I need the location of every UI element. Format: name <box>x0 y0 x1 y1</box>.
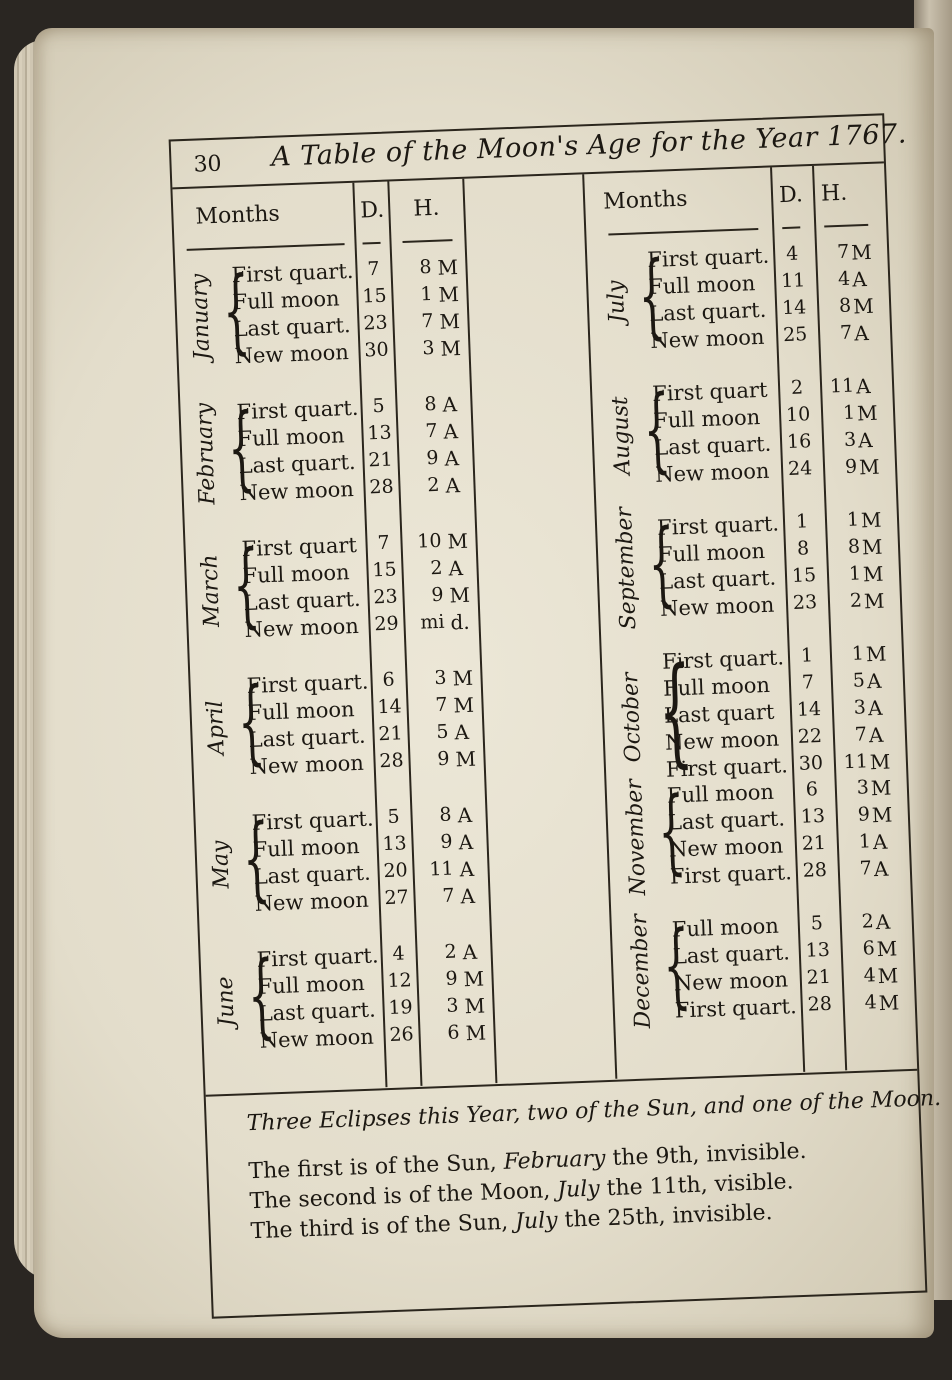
brace-mark: { <box>646 509 677 618</box>
ampm-cell: A <box>459 856 475 882</box>
month-name: June <box>212 975 240 1028</box>
ampm-cell: M <box>858 454 881 480</box>
brace-mark: { <box>641 375 672 484</box>
ampm-cell: M <box>870 775 892 801</box>
hour-cell: 11 <box>428 857 454 881</box>
ampm-cell: M <box>455 746 477 772</box>
hour-cell: 9 <box>425 446 439 470</box>
table-frame <box>169 113 942 1318</box>
ampm-cell: A <box>443 419 459 444</box>
hour-cell: 8 <box>418 255 432 279</box>
day-cell: 21 <box>378 722 404 746</box>
day-cell: 7 <box>377 531 390 555</box>
eclipse-text: The second is of the Moon, <box>249 1177 558 1215</box>
ampm-cell: A <box>444 446 460 471</box>
hour-cell: 9 <box>430 583 444 607</box>
ampm-cell: M <box>863 588 885 614</box>
month-group <box>605 775 909 894</box>
ampm-cell: M <box>852 293 875 319</box>
day-cell: 7 <box>801 671 815 694</box>
day-cell: 20 <box>383 859 409 883</box>
day-cell: 28 <box>802 858 828 882</box>
day-cell: 29 <box>374 612 400 636</box>
ampm-cell: M <box>449 582 471 608</box>
hour-cell: 4 <box>864 991 878 1014</box>
day-cell: 15 <box>791 564 817 587</box>
moon-phase: Last quart. <box>253 860 372 889</box>
page-title: A Table of the Moon's Age for the Year 1767. <box>270 118 908 173</box>
day-cell: 23 <box>373 585 399 609</box>
hour-cell: 2 <box>861 910 875 933</box>
day-cell: 30 <box>363 338 389 362</box>
day-cell: 23 <box>362 311 388 335</box>
day-cell: 14 <box>796 697 822 721</box>
header-rule <box>187 243 345 251</box>
day-cell: 5 <box>372 394 385 418</box>
hour-cell: 8 <box>847 535 861 558</box>
ampm-cell: A <box>448 556 464 581</box>
ampm-cell: A <box>872 829 888 855</box>
hour-cell: 2 <box>426 473 440 497</box>
ampm-cell: M <box>439 308 461 334</box>
hour-cell: 5 <box>852 669 866 692</box>
moon-phase: Last quart. <box>233 312 351 342</box>
day-header: D. <box>359 197 385 224</box>
moon-phase: First quart. <box>669 860 793 889</box>
ampm-cell: M <box>465 1020 487 1046</box>
page-number: 30 <box>193 151 223 178</box>
ampm-cell: M <box>464 993 486 1019</box>
eclipse-text: The third is of the Sun, <box>250 1209 516 1245</box>
header-rule <box>782 226 800 229</box>
ampm-cell: M <box>860 507 882 533</box>
moon-phase: First quart. <box>251 806 374 835</box>
moon-phase: Last quart. <box>653 431 772 460</box>
day-cell: 13 <box>382 832 408 856</box>
day-cell: 5 <box>387 805 401 828</box>
moon-phase: Full moon <box>666 779 775 808</box>
ampm-cell: M <box>871 802 893 828</box>
month-name: December <box>626 913 657 1029</box>
hour-cell: 4 <box>863 964 877 987</box>
moon-phase: New moon <box>664 726 780 755</box>
day-cell: 7 <box>367 257 380 281</box>
day-cell: 8 <box>796 537 810 560</box>
ampm-cell: M <box>463 966 485 992</box>
right-column <box>582 163 915 1078</box>
brace-mark: { <box>236 667 267 776</box>
eclipse-text: the 9th, invisible. <box>605 1138 807 1172</box>
hour-cell: 6 <box>862 937 876 960</box>
moon-phase: First quart <box>241 532 358 562</box>
hour-cell: 10 <box>416 529 442 553</box>
moon-phase: Last quart. <box>238 449 356 479</box>
month-name: August <box>607 395 636 476</box>
hour-cell: 7 <box>442 884 455 907</box>
hour-header: H. <box>412 195 440 222</box>
moon-phase: New moon <box>649 324 765 353</box>
ampm-cell: A <box>873 856 889 882</box>
month-group <box>585 239 889 358</box>
month-group <box>195 801 529 921</box>
hour-cell: 1 <box>851 642 865 665</box>
hour-cell: 9 <box>844 455 858 478</box>
moon-phase: First quart. <box>661 645 785 674</box>
brace-mark: { <box>231 530 262 639</box>
moon-phase: New moon <box>244 613 360 643</box>
day-cell: 21 <box>801 831 827 855</box>
hour-cell: 2 <box>849 589 863 612</box>
moon-phase: Full moon <box>662 672 771 701</box>
eclipse-title: Three Eclipses this Year, two of the Sun, and one of the Moon. <box>246 1085 942 1137</box>
moon-phase: First quart <box>651 377 768 406</box>
header-rule <box>824 224 868 228</box>
moon-phase: First quart. <box>246 669 369 699</box>
moon-phase: First quart. <box>231 258 354 288</box>
moon-phase: Last quart. <box>658 565 777 594</box>
months-header: Months <box>195 201 281 230</box>
month-name: July <box>603 280 631 324</box>
moon-phase: New moon <box>259 1024 375 1053</box>
moon-phase: New moon <box>659 592 775 621</box>
moon-phase: New moon <box>254 887 370 916</box>
moon-phase: Last quart. <box>248 723 367 752</box>
hour-cell: 3 <box>853 696 867 719</box>
month-group <box>180 390 514 510</box>
moon-phase: New moon <box>234 340 350 369</box>
ampm-cell: M <box>440 335 462 361</box>
header-rule <box>608 228 758 235</box>
moon-phase: First quart. <box>656 511 780 540</box>
ampm-cell: d. <box>450 609 471 635</box>
eclipse-text: The first is of the Sun, <box>248 1149 505 1185</box>
ampm-cell: A <box>868 722 884 748</box>
day-cell: 1 <box>800 644 814 667</box>
month-name: May <box>207 840 235 890</box>
month-group <box>175 253 509 373</box>
day-cell: 4 <box>392 942 406 965</box>
month-name: January <box>187 273 216 361</box>
day-cell: 27 <box>384 886 410 910</box>
month-group <box>595 506 899 630</box>
moon-phase: Last quart <box>663 699 775 728</box>
ampm-cell: A <box>855 373 872 399</box>
hour-cell: 1 <box>848 562 862 585</box>
ampm-cell: M <box>877 963 899 989</box>
day-cell: 1 <box>795 510 809 533</box>
hour-cell: 3 <box>446 994 459 1017</box>
day-cell: 10 <box>785 403 811 427</box>
ampm-cell: M <box>861 534 883 560</box>
ampm-cell: M <box>447 528 469 554</box>
hour-cell: 2 <box>444 940 457 963</box>
ampm-cell: M <box>453 692 475 718</box>
day-cell: 6 <box>805 778 819 801</box>
day-cell: 13 <box>800 804 826 828</box>
day-cell: 21 <box>368 448 393 472</box>
hour-cell: 8 <box>838 294 852 318</box>
day-cell: 25 <box>782 323 808 347</box>
day-cell: 6 <box>382 668 396 692</box>
hour-cell: 3 <box>434 666 447 690</box>
hour-cell: mi <box>419 610 445 634</box>
day-cell: 15 <box>372 558 398 582</box>
brace-mark: { <box>221 256 252 365</box>
ampm-cell: A <box>462 939 478 965</box>
moon-phase: New moon <box>654 458 770 487</box>
brace-mark: { <box>661 911 692 1019</box>
brace-mark: { <box>636 241 668 350</box>
ampm-cell: M <box>452 665 474 691</box>
moon-phase: First quart. <box>256 943 379 972</box>
ampm-cell: M <box>437 255 459 280</box>
ampm-cell: A <box>853 321 870 346</box>
brace-mark: { <box>241 804 272 913</box>
month-name: February <box>191 402 221 506</box>
header-rule <box>363 242 381 245</box>
hour-header: H. <box>820 180 848 207</box>
hour-cell: 3 <box>421 336 435 360</box>
brace-mark: { <box>246 941 277 1050</box>
day-cell: 13 <box>367 421 393 445</box>
month-name: October <box>617 671 647 763</box>
brace-mark: { <box>655 640 695 780</box>
moon-phase: Full moon <box>232 286 340 315</box>
moon-phase: Full moon <box>257 970 366 999</box>
moon-phase: Full moon <box>671 913 780 942</box>
moon-phase: Full moon <box>652 405 761 433</box>
eclipse-text: the 25th, invisible. <box>557 1200 774 1233</box>
month-name: March <box>197 553 226 628</box>
hour-cell: 7 <box>839 321 853 345</box>
ampm-cell: A <box>867 695 883 721</box>
moon-phase: Full moon <box>237 423 345 452</box>
hour-cell: 3 <box>856 776 870 799</box>
ampm-cell: M <box>876 936 898 962</box>
hour-cell: 7 <box>859 857 873 880</box>
day-cell: 14 <box>377 695 403 719</box>
moon-phase: First quart. <box>646 243 770 273</box>
moon-phase: Last quart. <box>648 297 767 327</box>
month-name: April <box>202 699 230 756</box>
moon-phase: First quart. <box>665 753 789 782</box>
moon-phase: First quart. <box>674 994 798 1023</box>
moon-phase: New moon <box>249 750 365 779</box>
moon-phase: Last quart. <box>243 586 362 616</box>
hour-cell: 5 <box>436 720 449 744</box>
month-group <box>590 373 894 492</box>
day-cell: 23 <box>792 591 818 614</box>
hour-cell: 9 <box>440 830 453 854</box>
moon-phase: Last quart. <box>667 806 786 835</box>
day-cell: 13 <box>805 938 831 962</box>
ampm-cell: M <box>869 749 891 775</box>
day-cell: 16 <box>786 430 812 454</box>
ampm-cell: A <box>454 719 470 745</box>
month-name: November <box>621 778 652 896</box>
month-group <box>610 909 914 1028</box>
hour-cell: 7 <box>854 723 868 746</box>
hour-cell: 11 <box>829 374 855 398</box>
hour-cell: 8 <box>439 803 452 827</box>
hour-cell: 4 <box>837 267 851 291</box>
ampm-cell: M <box>856 400 879 426</box>
day-cell: 4 <box>785 242 799 265</box>
day-cell: 26 <box>389 1023 415 1047</box>
hour-cell: 7 <box>420 309 434 333</box>
ampm-cell: A <box>458 829 474 855</box>
moon-phase: Last quart. <box>672 940 791 969</box>
header-rule <box>402 239 452 243</box>
day-cell: 22 <box>797 724 823 748</box>
moon-phase: New moon <box>668 833 784 862</box>
hour-cell: 1 <box>858 830 872 853</box>
ampm-cell: M <box>438 281 460 307</box>
ampm-cell: A <box>445 473 461 498</box>
ampm-cell: A <box>460 883 476 909</box>
hour-cell: 1 <box>846 508 860 531</box>
day-cell: 19 <box>388 996 414 1020</box>
day-cell: 12 <box>387 969 413 993</box>
day-cell: 30 <box>798 751 824 775</box>
day-cell: 5 <box>810 912 824 935</box>
hour-cell: 9 <box>437 747 450 771</box>
hour-cell: 11 <box>843 750 869 774</box>
ampm-cell: A <box>875 909 891 935</box>
day-cell: 21 <box>806 965 832 989</box>
month-group <box>190 664 524 784</box>
month-group <box>600 641 905 787</box>
moon-phase: First quart. <box>236 395 359 425</box>
ampm-cell: M <box>862 561 884 587</box>
months-header: Months <box>602 186 688 215</box>
day-cell: 28 <box>369 475 394 499</box>
hour-cell: 1 <box>419 282 433 306</box>
month-name: September <box>611 506 642 630</box>
day-cell: 24 <box>787 457 813 481</box>
brace-mark: { <box>226 393 257 502</box>
day-cell: 2 <box>790 376 804 399</box>
moon-phase: Full moon <box>242 560 350 589</box>
moon-phase: New moon <box>673 967 789 996</box>
eclipse-month: July <box>514 1207 559 1235</box>
hour-cell: 6 <box>447 1021 460 1044</box>
eclipse-text: the 11th, visible. <box>599 1169 794 1202</box>
day-cell: 28 <box>807 992 833 1016</box>
day-header: D. <box>778 182 804 209</box>
eclipse-month: February <box>503 1146 606 1175</box>
ampm-cell: M <box>850 239 873 265</box>
eclipse-month: July <box>556 1176 601 1203</box>
moon-phase: Full moon <box>247 697 355 725</box>
left-column <box>172 177 535 1093</box>
moon-phase: New moon <box>239 476 355 506</box>
ampm-cell: A <box>857 427 873 453</box>
hour-cell: 3 <box>843 428 857 451</box>
ampm-cell: A <box>851 267 868 292</box>
hour-cell: 7 <box>424 419 438 443</box>
ampm-cell: A <box>457 802 473 828</box>
day-cell: 14 <box>781 296 807 320</box>
book-page <box>34 28 942 1338</box>
hour-cell: 9 <box>857 803 871 826</box>
moon-phase: Full moon <box>657 538 766 567</box>
day-cell: 11 <box>780 269 806 293</box>
brace-mark: { <box>656 777 687 885</box>
month-group <box>185 527 519 647</box>
ampm-cell: A <box>442 392 458 417</box>
moon-phase: Full moon <box>252 834 361 862</box>
hour-cell: 7 <box>435 693 448 717</box>
hour-cell: 7 <box>836 240 850 264</box>
ampm-cell: M <box>865 641 887 667</box>
day-cell: 15 <box>362 284 387 308</box>
hour-cell: 9 <box>445 967 458 990</box>
ampm-cell: A <box>866 668 882 694</box>
month-group <box>200 938 534 1058</box>
day-cell: 28 <box>379 749 405 773</box>
ampm-cell: M <box>878 990 900 1016</box>
hour-cell: 8 <box>423 392 437 416</box>
hour-cell: 2 <box>430 556 443 580</box>
moon-phase: Full moon <box>647 271 756 300</box>
hour-cell: 1 <box>842 401 856 424</box>
moon-phase: Last quart. <box>258 997 377 1026</box>
